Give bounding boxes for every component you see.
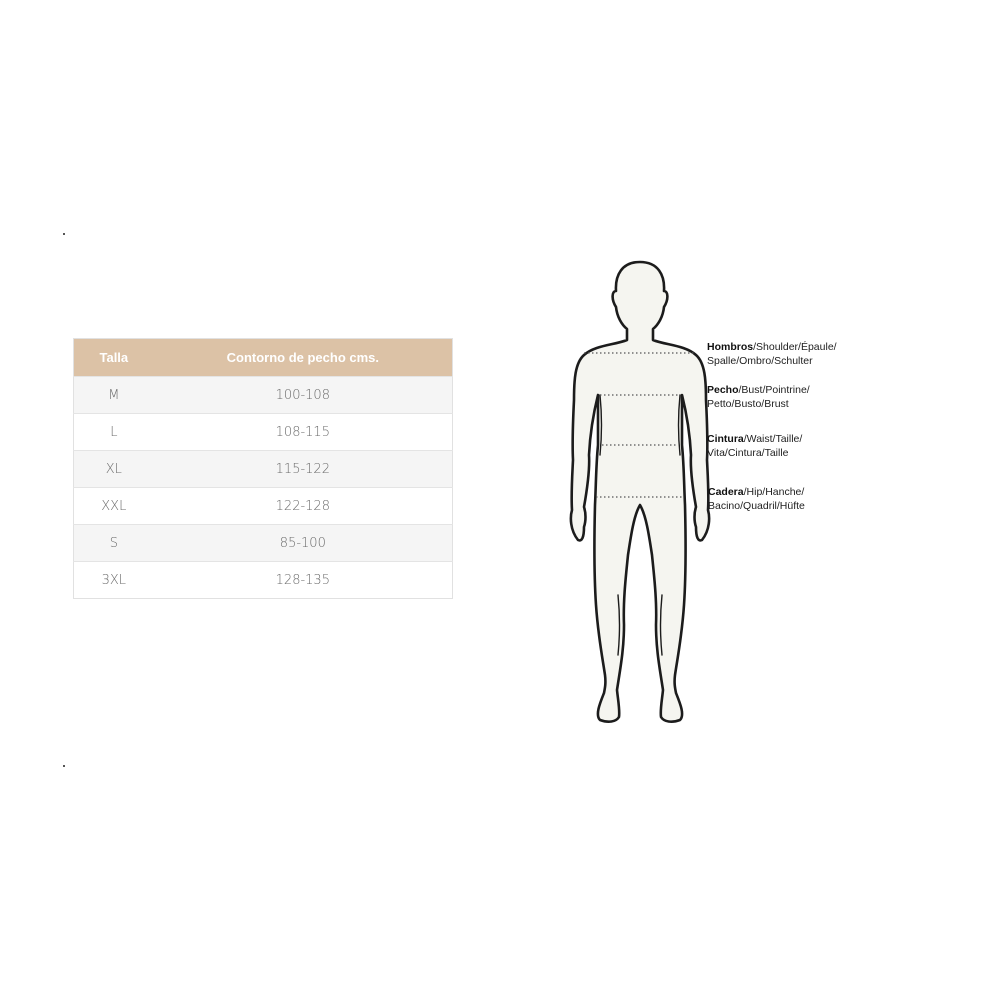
cell-size: M [74,377,154,414]
table-row [74,414,453,451]
body-figure-icon [560,255,720,730]
waist-label [707,433,802,460]
shoulder-label-bold: Hombros [707,341,754,353]
cell-chest: 115-122 [154,451,453,488]
cell-size: XXL [74,488,154,525]
body-outline [571,262,709,722]
cell-chest: 128-135 [154,562,453,599]
header-chest: Contorno de pecho cms. [154,339,453,377]
shoulder-label-line1: /Shoulder/Épaule/ [753,341,837,353]
chest-label-bold: Pecho [707,384,739,396]
cell-chest: 85-100 [154,525,453,562]
table-row [74,488,453,525]
table-row [74,525,453,562]
dot-mark-bottom [63,765,65,767]
hip-label-line1: /Hip/Hanche/ [743,486,805,498]
cell-size: XL [74,451,154,488]
shoulder-label-line2: Spalle/Ombro/Schulter [707,354,813,367]
table-header-row [74,339,453,377]
size-chart-table [73,338,453,599]
waist-label-line2: Vita/Cintura/Taille [707,446,789,459]
dot-mark-top [63,233,65,235]
waist-label-bold: Cintura [707,433,744,445]
cell-chest: 100-108 [154,377,453,414]
table-row [74,377,453,414]
chest-label-line2: Petto/Busto/Brust [707,397,789,410]
hip-label-line2: Bacino/Quadril/Hüfte [708,499,805,512]
chest-label [707,384,810,411]
cell-size: L [74,414,154,451]
waist-label-line1: /Waist/Taille/ [743,433,803,445]
cell-size: S [74,525,154,562]
hip-label [708,486,805,513]
cell-chest: 122-128 [154,488,453,525]
shoulder-label [707,341,837,368]
chest-label-line1: /Bust/Pointrine/ [738,384,810,396]
table-row [74,562,453,599]
cell-size: 3XL [74,562,154,599]
table-row [74,451,453,488]
cell-chest: 108-115 [154,414,453,451]
header-size: Talla [74,339,154,377]
hip-label-bold: Cadera [708,486,744,498]
